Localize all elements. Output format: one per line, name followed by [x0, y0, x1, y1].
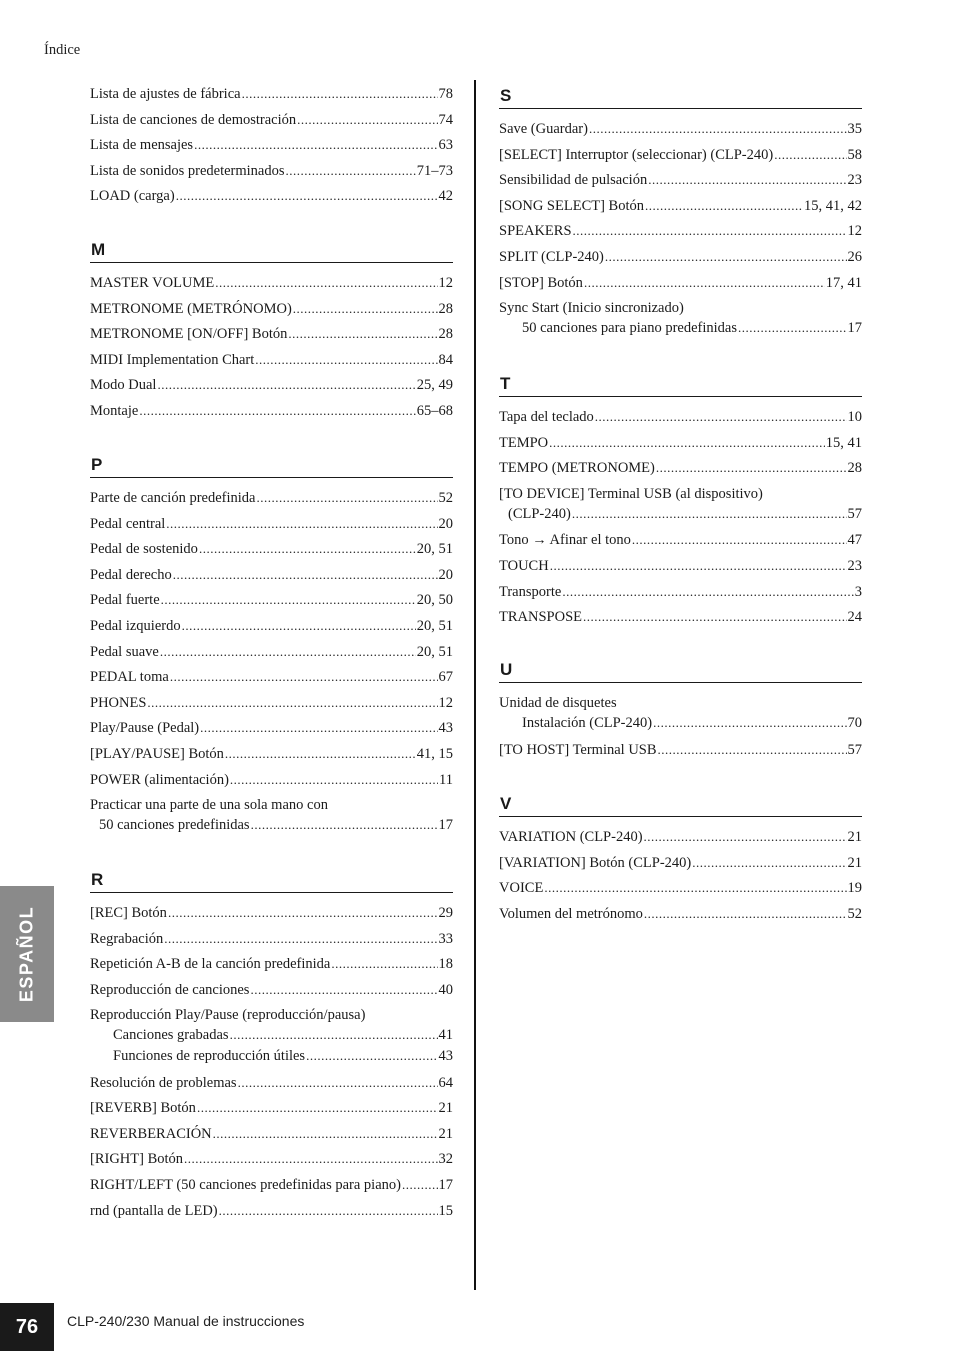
- index-section-m: [90, 240, 453, 427]
- entry-term: [PLAY/PAUSE] Botón: [90, 745, 224, 762]
- section-divider: [499, 108, 862, 109]
- dot-leader: [238, 1073, 438, 1093]
- entry-term: Unidad de disquetes: [499, 695, 617, 711]
- entry-term: [TO HOST] Terminal USB: [499, 741, 657, 758]
- dot-leader: [255, 350, 437, 370]
- dot-leader: [645, 196, 803, 216]
- entry-pages: 23: [847, 172, 862, 189]
- entry-pages: 12: [438, 275, 453, 291]
- entry-term: TEMPO (METRONOME): [499, 460, 655, 477]
- entry-term: Tapa del teclado: [499, 409, 594, 425]
- section-divider: [499, 682, 862, 683]
- entry-pages: 17: [847, 320, 862, 337]
- entry-pages: 71–73: [416, 162, 453, 179]
- dot-leader: [230, 1025, 438, 1045]
- language-label: ESPAÑOL: [16, 905, 37, 1003]
- index-subentry: [90, 1025, 453, 1046]
- index-entry: [499, 196, 862, 222]
- index-entry: [90, 161, 453, 187]
- section-letter: M: [91, 240, 106, 259]
- entry-pages: 78: [438, 86, 453, 102]
- entry-term: PHONES: [90, 694, 147, 711]
- dot-leader: [164, 929, 437, 949]
- entry-list: [499, 407, 862, 484]
- entry-term: Practicar una parte de una sola mano con: [90, 797, 328, 814]
- index-entry: [90, 375, 453, 401]
- entry-pages: 67: [438, 669, 453, 686]
- entry-term: [RIGHT] Botón: [90, 1151, 184, 1168]
- footer-manual-title: CLP-240/230 Manual de instrucciones: [67, 1313, 305, 1329]
- section-divider: [499, 816, 862, 817]
- index-entry: [90, 1124, 453, 1150]
- dot-leader: [562, 582, 853, 602]
- index-entry: [499, 119, 862, 145]
- index-entry: [90, 350, 453, 376]
- section-letter: S: [500, 86, 512, 105]
- entry-pages: 47: [847, 532, 862, 549]
- entry-pages: 12: [438, 694, 453, 711]
- dot-leader: [573, 221, 847, 241]
- index-entry: [90, 642, 453, 668]
- entry-term: Modo Dual: [90, 377, 157, 394]
- dot-leader: [184, 1149, 437, 1169]
- dot-leader: [173, 565, 438, 585]
- dot-leader: [658, 740, 847, 760]
- index-entry: [499, 145, 862, 171]
- page-number: 76: [0, 1303, 54, 1351]
- entry-term: Sensibilidad de pulsación: [499, 172, 648, 189]
- index-entry: [499, 740, 862, 766]
- entry-pages: 28: [438, 300, 453, 317]
- section-divider: [90, 262, 453, 263]
- index-entry: [499, 530, 862, 556]
- dot-leader: [306, 1046, 437, 1066]
- entry-term: [SELECT] Interruptor (seleccionar) (CLP-240): [499, 146, 774, 163]
- entry-term: Save (Guardar): [499, 121, 588, 137]
- dot-leader: [293, 299, 438, 319]
- section-letter: R: [91, 870, 104, 889]
- index-entry: [90, 1201, 453, 1227]
- dot-leader: [213, 1124, 438, 1144]
- entry-pages: 20, 50: [416, 592, 453, 609]
- entry-pages: 18: [438, 956, 453, 973]
- entry-term: Parte de canción predefinida: [90, 490, 256, 506]
- index-entry: [90, 565, 453, 591]
- entry-term: Lista de mensajes: [90, 137, 194, 154]
- entry-term: TRANSPOSE: [499, 609, 582, 626]
- entry-term: Transporte: [499, 583, 562, 600]
- entry-pages: 17, 41: [825, 274, 862, 291]
- entry-term: Montaje: [90, 402, 139, 419]
- entry-term: Pedal izquierdo: [90, 617, 181, 634]
- index-entry: [90, 1073, 453, 1099]
- entry-term: Resolución de problemas: [90, 1074, 237, 1091]
- entry-pages: 41, 15: [416, 745, 453, 762]
- entry-term: METRONOME [ON/OFF] Botón: [90, 326, 288, 343]
- dot-leader: [286, 161, 416, 181]
- dot-leader: [242, 84, 438, 104]
- dot-leader: [288, 324, 437, 344]
- entry-term: [REVERB] Botón: [90, 1100, 196, 1117]
- section-letter: T: [500, 374, 511, 393]
- index-subentry: [499, 504, 862, 525]
- dot-leader: [157, 375, 415, 395]
- index-entry: [90, 1175, 453, 1201]
- index-section-l-continued: [90, 84, 453, 212]
- entry-term: rnd (pantalla de LED): [90, 1202, 218, 1219]
- entry-term: METRONOME (METRÓNOMO): [90, 300, 292, 317]
- entry-list: [90, 273, 453, 427]
- index-entry: [90, 693, 453, 719]
- index-section-r: [90, 870, 453, 1226]
- entry-pages: 57: [847, 505, 862, 522]
- entry-term: Volumen del metrónomo: [499, 905, 643, 922]
- entry-pages: 11: [439, 771, 453, 788]
- entry-pages: 64: [438, 1074, 453, 1091]
- dot-leader: [176, 186, 438, 206]
- entry-term: LOAD (carga): [90, 188, 175, 205]
- index-section-p: [90, 455, 453, 842]
- entry-pages: 15: [438, 1202, 453, 1219]
- entry-term: [VARIATION] Botón (CLP-240): [499, 854, 692, 871]
- dot-leader: [170, 667, 438, 687]
- entry-term: [REC] Botón: [90, 905, 167, 921]
- index-entry: [90, 590, 453, 616]
- section-letter: P: [91, 455, 103, 474]
- index-entry: [90, 135, 453, 161]
- dot-leader: [161, 590, 416, 610]
- dot-leader: [194, 135, 437, 155]
- entry-pages: 32: [438, 1151, 453, 1168]
- entry-pages: 84: [438, 351, 453, 368]
- entry-list: [499, 530, 862, 632]
- dot-leader: [230, 770, 438, 790]
- entry-term: Reproducción de canciones: [90, 981, 250, 998]
- dot-leader: [199, 539, 416, 559]
- entry-pages: 20, 51: [416, 541, 453, 558]
- entry-pages: 29: [438, 905, 453, 921]
- dot-leader: [644, 827, 847, 847]
- entry-term: Sync Start (Inicio sincronizado): [499, 300, 684, 317]
- dot-leader: [402, 1175, 438, 1195]
- entry-pages: 52: [438, 490, 453, 506]
- dot-leader: [692, 853, 846, 873]
- dot-leader: [182, 616, 416, 636]
- entry-pages: 20, 51: [416, 643, 453, 660]
- dot-leader: [550, 556, 847, 576]
- entry-term: Pedal suave: [90, 643, 159, 660]
- index-entry: [499, 607, 862, 633]
- column-divider: [474, 80, 476, 1290]
- entry-term: Tono → Afinar el tono: [499, 532, 631, 549]
- dot-leader: [200, 718, 437, 738]
- entry-pages: 70: [847, 715, 862, 731]
- index-entry: [499, 458, 862, 484]
- entry-term: Funciones de reproducción útiles: [113, 1047, 306, 1064]
- entry-term: SPEAKERS: [499, 223, 572, 240]
- entry-list: [90, 903, 453, 1005]
- entry-pages: 17: [438, 1176, 453, 1193]
- dot-leader: [147, 693, 437, 713]
- entry-pages: 40: [438, 981, 453, 998]
- entry-pages: 41: [438, 1027, 453, 1044]
- dot-leader: [219, 1201, 438, 1221]
- index-entry: [499, 853, 862, 879]
- index-entry-group: [90, 1005, 453, 1072]
- index-subentry: [499, 318, 862, 339]
- dot-leader: [632, 530, 847, 550]
- entry-pages: 21: [438, 1125, 453, 1142]
- index-entry: [90, 539, 453, 565]
- index-entry: [499, 170, 862, 196]
- entry-term: [STOP] Botón: [499, 274, 583, 291]
- dot-leader: [225, 744, 416, 764]
- entry-term: Pedal fuerte: [90, 592, 160, 609]
- entry-pages: 25, 49: [416, 377, 453, 394]
- dot-leader: [331, 954, 437, 974]
- entry-list: [90, 84, 453, 212]
- index-entry: [90, 1098, 453, 1124]
- index-entry-group: [499, 298, 862, 345]
- index-entry: [90, 954, 453, 980]
- index-entry-group: [499, 484, 862, 531]
- entry-list: [499, 119, 862, 298]
- index-entry: [90, 1149, 453, 1175]
- language-side-tab: [0, 886, 54, 1022]
- entry-term: [SONG SELECT] Botón: [499, 197, 644, 214]
- entry-term: POWER (alimentación): [90, 771, 229, 788]
- dot-leader: [549, 433, 825, 453]
- entry-pages: 21: [847, 829, 862, 845]
- entry-pages: 12: [847, 223, 862, 240]
- index-subentry: [90, 1046, 453, 1067]
- entry-pages: 20: [438, 566, 453, 583]
- entry-list: [499, 827, 862, 929]
- index-entry: [90, 903, 453, 929]
- entry-pages: 28: [847, 460, 862, 477]
- entry-pages: 57: [847, 741, 862, 758]
- entry-pages: 10: [847, 409, 862, 425]
- dot-leader: [774, 145, 846, 165]
- entry-pages: 65–68: [416, 402, 453, 419]
- subentry-list: [90, 1025, 453, 1066]
- entry-term: Lista de ajustes de fábrica: [90, 86, 241, 102]
- dot-leader: [583, 607, 847, 627]
- entry-term: Regrabación: [90, 930, 164, 947]
- dot-leader: [168, 903, 438, 923]
- entry-term: REVERBERACIÓN: [90, 1125, 212, 1142]
- index-entry: [90, 324, 453, 350]
- entry-pages: 20, 51: [416, 617, 453, 634]
- index-entry: [90, 744, 453, 770]
- entry-pages: 20: [438, 515, 453, 532]
- entry-pages: 24: [847, 609, 862, 626]
- index-entry: [499, 273, 862, 299]
- dot-leader: [250, 980, 437, 1000]
- index-section-t: [499, 374, 862, 633]
- entry-pages: 15, 41, 42: [804, 197, 862, 214]
- dot-leader: [160, 642, 416, 662]
- section-divider: [90, 892, 453, 893]
- entry-term: Pedal derecho: [90, 566, 172, 583]
- index-entry-group: [90, 795, 453, 842]
- section-letter: U: [500, 660, 513, 679]
- entry-pages: 52: [847, 905, 862, 922]
- entry-pages: 42: [438, 188, 453, 205]
- index-entry: [90, 980, 453, 1006]
- dot-leader: [256, 488, 437, 508]
- dot-leader: [544, 878, 846, 898]
- entry-pages: 74: [438, 111, 453, 128]
- index-entry: [90, 84, 453, 110]
- index-entry: [90, 186, 453, 212]
- entry-term: (CLP-240): [508, 505, 571, 522]
- running-header: Índice: [44, 42, 81, 58]
- entry-list: [90, 1073, 453, 1227]
- index-entry: [499, 582, 862, 608]
- dot-leader: [589, 119, 847, 139]
- index-entry: [90, 488, 453, 514]
- dot-leader: [197, 1098, 438, 1118]
- index-entry-group: [499, 693, 862, 740]
- entry-term: Reproducción Play/Pause (reproducción/pausa): [90, 1007, 366, 1024]
- dot-leader: [644, 904, 847, 924]
- entry-term: Lista de sonidos predeterminados: [90, 162, 285, 179]
- index-entry: [90, 299, 453, 325]
- entry-pages: 28: [438, 326, 453, 343]
- entry-term: SPLIT (CLP-240): [499, 248, 604, 265]
- dot-leader: [605, 247, 847, 267]
- entry-term: MASTER VOLUME: [90, 275, 215, 291]
- index-entry: [90, 718, 453, 744]
- index-entry: [499, 878, 862, 904]
- entry-term: Repetición A-B de la canción predefinida: [90, 956, 331, 973]
- index-entry: [90, 273, 453, 299]
- index-subentry: [499, 713, 862, 734]
- entry-pages: 43: [438, 720, 453, 737]
- index-entry: [499, 247, 862, 273]
- entry-term: VOICE: [499, 880, 544, 897]
- dot-leader: [139, 401, 415, 421]
- entry-pages: 35: [847, 121, 862, 137]
- entry-term: 50 canciones para piano predefinidas: [522, 320, 737, 337]
- index-entry: [90, 514, 453, 540]
- index-entry: [90, 401, 453, 427]
- entry-pages: 33: [438, 930, 453, 947]
- index-entry: [90, 929, 453, 955]
- section-divider: [90, 477, 453, 478]
- index-entry: [499, 433, 862, 459]
- entry-term: TEMPO: [499, 434, 549, 451]
- index-entry: [499, 827, 862, 853]
- entry-pages: 23: [847, 557, 862, 574]
- index-entry: [499, 904, 862, 930]
- entry-pages: 26: [847, 248, 862, 265]
- dot-leader: [251, 815, 438, 835]
- dot-leader: [297, 110, 437, 130]
- index-section-u: [499, 660, 862, 765]
- dot-leader: [738, 318, 847, 338]
- entry-pages: 15, 41: [825, 434, 862, 451]
- entry-term: 50 canciones predefinidas: [99, 817, 250, 834]
- entry-pages: 63: [438, 137, 453, 154]
- index-entry: [90, 110, 453, 136]
- entry-pages: 58: [847, 146, 862, 163]
- index-entry: [499, 556, 862, 582]
- entry-term: PEDAL toma: [90, 669, 169, 686]
- entry-pages: 21: [847, 854, 862, 871]
- dot-leader: [215, 273, 437, 293]
- dot-leader: [584, 273, 825, 293]
- entry-term: Pedal central: [90, 515, 166, 532]
- dot-leader: [166, 514, 437, 534]
- index-entry: [499, 407, 862, 433]
- entry-term: VARIATION (CLP-240): [499, 829, 643, 845]
- dot-leader: [572, 504, 847, 524]
- index-section-v: [499, 794, 862, 929]
- dot-leader: [648, 170, 846, 190]
- entry-list: [90, 488, 453, 795]
- entry-pages: 19: [847, 880, 862, 897]
- entry-pages: 3: [854, 583, 862, 600]
- entry-term: Play/Pause (Pedal): [90, 720, 200, 737]
- index-entry: [90, 770, 453, 796]
- index-entry: [90, 667, 453, 693]
- dot-leader: [656, 458, 847, 478]
- section-letter: V: [500, 794, 512, 813]
- entry-pages: 43: [438, 1047, 453, 1064]
- entry-term: RIGHT/LEFT (50 canciones predefinidas para piano): [90, 1176, 401, 1193]
- dot-leader: [595, 407, 847, 427]
- entry-term: MIDI Implementation Chart: [90, 351, 255, 368]
- section-divider: [499, 396, 862, 397]
- index-subentry: [90, 815, 453, 836]
- entry-term: Instalación (CLP-240): [522, 715, 653, 731]
- index-section-s: [499, 86, 862, 345]
- entry-term: Canciones grabadas: [113, 1027, 229, 1044]
- entry-term: Pedal de sostenido: [90, 541, 198, 558]
- index-entry: [499, 221, 862, 247]
- entry-list: [499, 740, 862, 766]
- index-entry: [90, 616, 453, 642]
- dot-leader: [653, 713, 846, 733]
- entry-term: Lista de canciones de demostración: [90, 111, 297, 128]
- entry-term: [TO DEVICE] Terminal USB (al dispositivo): [499, 485, 763, 502]
- entry-pages: 21: [438, 1100, 453, 1117]
- entry-term: TOUCH: [499, 557, 549, 574]
- entry-pages: 17: [438, 817, 453, 834]
